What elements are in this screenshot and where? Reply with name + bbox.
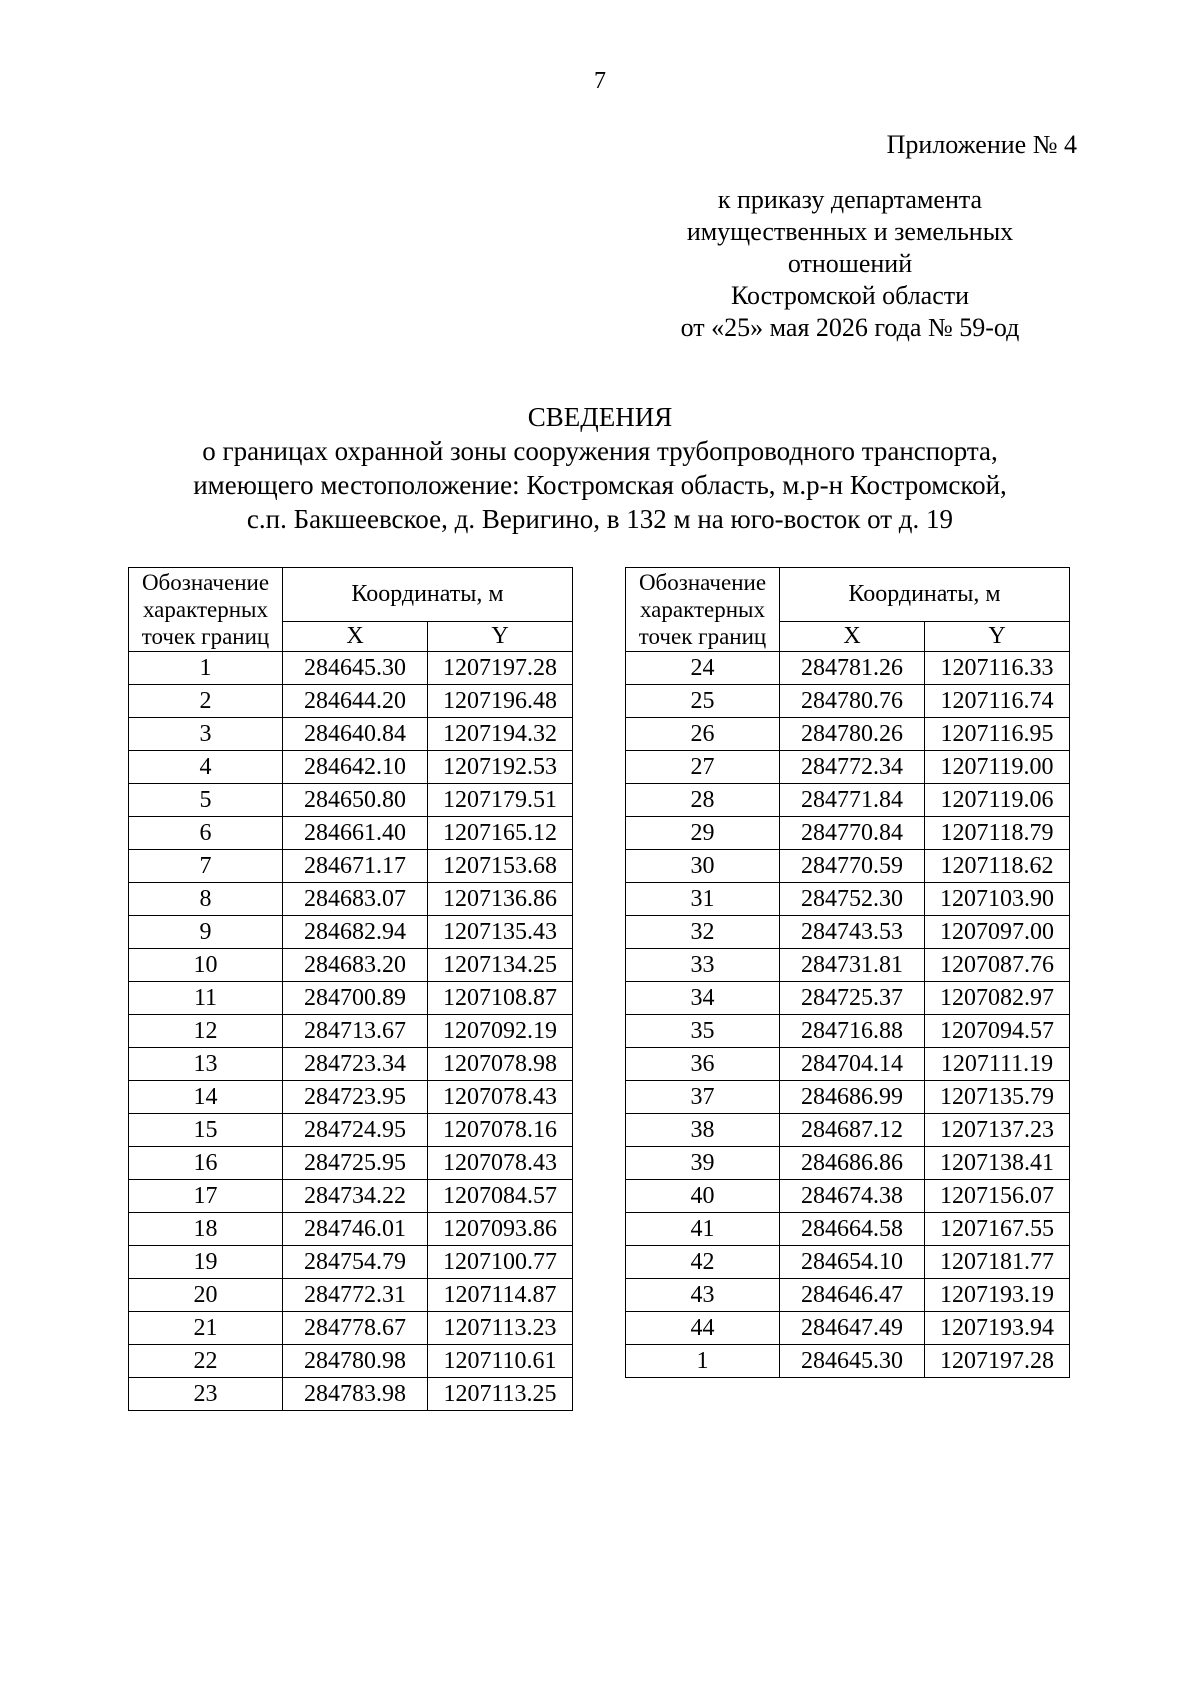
x-header: X	[283, 622, 428, 652]
y-coordinate: 1207138.41	[925, 1147, 1070, 1180]
y-coordinate: 1207113.23	[428, 1312, 573, 1345]
coordinates-header: Координаты, м	[780, 568, 1070, 622]
y-coordinate: 1207135.79	[925, 1081, 1070, 1114]
x-coordinate: 284752.30	[780, 883, 925, 916]
table-row	[129, 685, 573, 718]
table-row	[129, 817, 573, 850]
table-row	[626, 751, 1070, 784]
y-coordinate: 1207194.32	[428, 718, 573, 751]
point-number: 29	[626, 817, 780, 850]
x-coordinate: 284683.07	[283, 883, 428, 916]
coordinates-table-right	[625, 567, 1070, 1378]
table-row	[129, 1345, 573, 1378]
point-number: 13	[129, 1048, 283, 1081]
x-coordinate: 284647.49	[780, 1312, 925, 1345]
x-coordinate: 284743.53	[780, 916, 925, 949]
point-number: 10	[129, 949, 283, 982]
y-coordinate: 1207110.61	[428, 1345, 573, 1378]
point-number: 33	[626, 949, 780, 982]
x-coordinate: 284686.86	[780, 1147, 925, 1180]
order-reference-line: имущественных и земельных	[686, 217, 1014, 246]
y-coordinate: 1207197.28	[428, 652, 573, 685]
x-coordinate: 284640.84	[283, 718, 428, 751]
table-row	[626, 685, 1070, 718]
coordinates-table-left	[128, 567, 573, 1411]
table-row	[626, 1279, 1070, 1312]
x-coordinate: 284650.80	[283, 784, 428, 817]
table-row	[129, 1246, 573, 1279]
table-row	[626, 1213, 1070, 1246]
point-number: 43	[626, 1279, 780, 1312]
x-coordinate: 284770.84	[780, 817, 925, 850]
y-coordinate: 1207119.00	[925, 751, 1070, 784]
table-row	[626, 1081, 1070, 1114]
point-number: 26	[626, 718, 780, 751]
x-coordinate: 284654.10	[780, 1246, 925, 1279]
y-coordinate: 1207136.86	[428, 883, 573, 916]
x-coordinate: 284646.47	[780, 1279, 925, 1312]
document-title: СВЕДЕНИЯ	[527, 402, 673, 432]
point-number: 32	[626, 916, 780, 949]
point-number: 25	[626, 685, 780, 718]
x-coordinate: 284770.59	[780, 850, 925, 883]
x-coordinate: 284723.34	[283, 1048, 428, 1081]
y-coordinate: 1207116.33	[925, 652, 1070, 685]
x-coordinate: 284723.95	[283, 1081, 428, 1114]
x-coordinate: 284682.94	[283, 916, 428, 949]
point-number: 11	[129, 982, 283, 1015]
table-row	[129, 751, 573, 784]
y-coordinate: 1207137.23	[925, 1114, 1070, 1147]
table-row	[626, 850, 1070, 883]
point-number: 31	[626, 883, 780, 916]
table-row	[626, 1048, 1070, 1081]
appendix-label: Приложение № 4	[886, 130, 1077, 159]
x-coordinate: 284687.12	[780, 1114, 925, 1147]
y-coordinate: 1207084.57	[428, 1180, 573, 1213]
point-designation-header: Обозначение характерных точек границ	[129, 568, 283, 652]
table-row	[626, 1180, 1070, 1213]
point-number: 44	[626, 1312, 780, 1345]
table-row	[626, 817, 1070, 850]
point-number: 1	[626, 1345, 780, 1378]
x-coordinate: 284781.26	[780, 652, 925, 685]
y-coordinate: 1207116.74	[925, 685, 1070, 718]
x-coordinate: 284664.58	[780, 1213, 925, 1246]
point-number: 4	[129, 751, 283, 784]
point-number: 20	[129, 1279, 283, 1312]
x-coordinate: 284704.14	[780, 1048, 925, 1081]
y-coordinate: 1207181.77	[925, 1246, 1070, 1279]
x-coordinate: 284716.88	[780, 1015, 925, 1048]
table-row	[626, 718, 1070, 751]
y-coordinate: 1207197.28	[925, 1345, 1070, 1378]
table-row	[129, 982, 573, 1015]
y-coordinate: 1207118.62	[925, 850, 1070, 883]
x-coordinate: 284686.99	[780, 1081, 925, 1114]
document-subtitle-line: о границах охранной зоны сооружения трубопроводного транспорта,	[202, 436, 998, 466]
y-coordinate: 1207134.25	[428, 949, 573, 982]
y-coordinate: 1207113.25	[428, 1378, 573, 1411]
table-row	[129, 1081, 573, 1114]
page-number: 7	[594, 68, 606, 94]
point-number: 27	[626, 751, 780, 784]
table-row	[129, 1378, 573, 1411]
x-coordinate: 284771.84	[780, 784, 925, 817]
table-row	[129, 652, 573, 685]
y-coordinate: 1207118.79	[925, 817, 1070, 850]
point-number: 28	[626, 784, 780, 817]
x-coordinate: 284783.98	[283, 1378, 428, 1411]
point-number: 9	[129, 916, 283, 949]
point-number: 36	[626, 1048, 780, 1081]
point-number: 38	[626, 1114, 780, 1147]
table-row	[129, 1279, 573, 1312]
point-number: 16	[129, 1147, 283, 1180]
x-coordinate: 284746.01	[283, 1213, 428, 1246]
table-row	[129, 883, 573, 916]
point-number: 21	[129, 1312, 283, 1345]
y-header: Y	[925, 622, 1070, 652]
y-coordinate: 1207078.43	[428, 1081, 573, 1114]
point-number: 34	[626, 982, 780, 1015]
table-row	[626, 1312, 1070, 1345]
table-row	[626, 883, 1070, 916]
table-row	[626, 1114, 1070, 1147]
table-row	[129, 1114, 573, 1147]
x-coordinate: 284778.67	[283, 1312, 428, 1345]
y-coordinate: 1207119.06	[925, 784, 1070, 817]
y-coordinate: 1207165.12	[428, 817, 573, 850]
x-coordinate: 284683.20	[283, 949, 428, 982]
y-coordinate: 1207135.43	[428, 916, 573, 949]
x-coordinate: 284754.79	[283, 1246, 428, 1279]
y-coordinate: 1207156.07	[925, 1180, 1070, 1213]
table-row	[626, 784, 1070, 817]
table-row	[129, 850, 573, 883]
point-number: 23	[129, 1378, 283, 1411]
point-number: 18	[129, 1213, 283, 1246]
y-coordinate: 1207193.94	[925, 1312, 1070, 1345]
y-coordinate: 1207087.76	[925, 949, 1070, 982]
x-coordinate: 284644.20	[283, 685, 428, 718]
x-coordinate: 284645.30	[283, 652, 428, 685]
point-number: 7	[129, 850, 283, 883]
point-number: 5	[129, 784, 283, 817]
x-coordinate: 284674.38	[780, 1180, 925, 1213]
x-coordinate: 284731.81	[780, 949, 925, 982]
x-coordinate: 284725.37	[780, 982, 925, 1015]
x-coordinate: 284645.30	[780, 1345, 925, 1378]
x-coordinate: 284671.17	[283, 850, 428, 883]
y-coordinate: 1207082.97	[925, 982, 1070, 1015]
x-coordinate: 284772.34	[780, 751, 925, 784]
y-coordinate: 1207167.55	[925, 1213, 1070, 1246]
point-number: 41	[626, 1213, 780, 1246]
point-number: 42	[626, 1246, 780, 1279]
point-number: 3	[129, 718, 283, 751]
table-row	[129, 784, 573, 817]
point-number: 12	[129, 1015, 283, 1048]
x-coordinate: 284700.89	[283, 982, 428, 1015]
point-number: 39	[626, 1147, 780, 1180]
order-reference-line: отношений	[787, 249, 913, 278]
order-reference-line: от «25» мая 2026 года № 59-од	[680, 313, 1020, 342]
point-number: 22	[129, 1345, 283, 1378]
x-coordinate: 284724.95	[283, 1114, 428, 1147]
coordinates-header: Координаты, м	[283, 568, 573, 622]
table-row	[129, 949, 573, 982]
document-title-block	[0, 400, 1200, 536]
point-number: 19	[129, 1246, 283, 1279]
x-coordinate: 284780.76	[780, 685, 925, 718]
document-subtitle-line: имеющего местоположение: Костромская область, м.р-н Костромской,	[193, 470, 1007, 500]
table-row	[626, 1246, 1070, 1279]
point-number: 40	[626, 1180, 780, 1213]
y-coordinate: 1207078.43	[428, 1147, 573, 1180]
y-coordinate: 1207108.87	[428, 982, 573, 1015]
y-coordinate: 1207153.68	[428, 850, 573, 883]
point-number: 17	[129, 1180, 283, 1213]
y-coordinate: 1207092.19	[428, 1015, 573, 1048]
y-coordinate: 1207111.19	[925, 1048, 1070, 1081]
y-coordinate: 1207192.53	[428, 751, 573, 784]
table-row	[626, 916, 1070, 949]
y-header: Y	[428, 622, 573, 652]
y-coordinate: 1207193.19	[925, 1279, 1070, 1312]
x-coordinate: 284780.98	[283, 1345, 428, 1378]
x-coordinate: 284713.67	[283, 1015, 428, 1048]
x-coordinate: 284642.10	[283, 751, 428, 784]
point-number: 37	[626, 1081, 780, 1114]
table-row	[129, 1147, 573, 1180]
y-coordinate: 1207196.48	[428, 685, 573, 718]
y-coordinate: 1207103.90	[925, 883, 1070, 916]
table-row	[129, 1213, 573, 1246]
order-reference	[620, 184, 1080, 344]
point-number: 2	[129, 685, 283, 718]
x-coordinate: 284780.26	[780, 718, 925, 751]
point-number: 8	[129, 883, 283, 916]
table-row	[626, 1147, 1070, 1180]
table-row	[626, 1345, 1070, 1378]
point-number: 6	[129, 817, 283, 850]
point-number: 24	[626, 652, 780, 685]
x-header: X	[780, 622, 925, 652]
y-coordinate: 1207093.86	[428, 1213, 573, 1246]
y-coordinate: 1207094.57	[925, 1015, 1070, 1048]
point-number: 30	[626, 850, 780, 883]
table-row	[626, 949, 1070, 982]
point-number: 1	[129, 652, 283, 685]
table-row	[129, 1312, 573, 1345]
table-row	[129, 1015, 573, 1048]
table-row	[626, 1015, 1070, 1048]
table-row	[129, 718, 573, 751]
x-coordinate: 284661.40	[283, 817, 428, 850]
point-number: 15	[129, 1114, 283, 1147]
y-coordinate: 1207078.16	[428, 1114, 573, 1147]
table-row	[129, 916, 573, 949]
point-number: 14	[129, 1081, 283, 1114]
order-reference-line: Костромской области	[730, 281, 970, 310]
point-designation-header: Обозначение характерных точек границ	[626, 568, 780, 652]
y-coordinate: 1207078.98	[428, 1048, 573, 1081]
table-row	[626, 652, 1070, 685]
y-coordinate: 1207100.77	[428, 1246, 573, 1279]
order-reference-line: к приказу департамента	[717, 185, 983, 214]
y-coordinate: 1207179.51	[428, 784, 573, 817]
table-row	[626, 982, 1070, 1015]
x-coordinate: 284725.95	[283, 1147, 428, 1180]
y-coordinate: 1207097.00	[925, 916, 1070, 949]
point-number: 35	[626, 1015, 780, 1048]
table-row	[129, 1180, 573, 1213]
x-coordinate: 284772.31	[283, 1279, 428, 1312]
y-coordinate: 1207116.95	[925, 718, 1070, 751]
table-row	[129, 1048, 573, 1081]
document-subtitle-line: с.п. Бакшеевское, д. Веригино, в 132 м на юго-восток от д. 19	[246, 504, 954, 534]
x-coordinate: 284734.22	[283, 1180, 428, 1213]
y-coordinate: 1207114.87	[428, 1279, 573, 1312]
